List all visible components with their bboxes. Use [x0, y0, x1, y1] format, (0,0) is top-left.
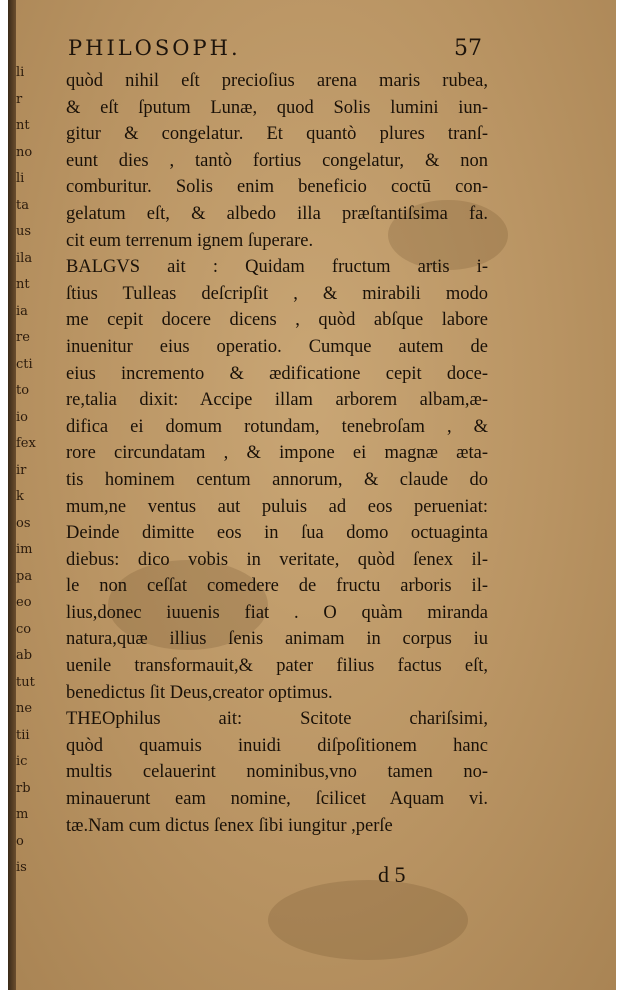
body-text — [66, 68, 488, 839]
text-line: quòd nihil eſt precioſius arena maris rubea, — [66, 71, 488, 91]
margin-fragment: tut — [16, 674, 35, 690]
margin-fragment: io — [16, 409, 28, 425]
margin-fragment: nt — [16, 118, 30, 133]
book-page — [8, 0, 616, 990]
text-line: mum,ne ventus aut puluis ad eos perueniat: — [66, 496, 488, 517]
margin-fragment: os — [16, 515, 31, 531]
margin-fragment: co — [16, 621, 32, 637]
text-line: gitur & congelatur. Et quantò plures tranſ- — [66, 124, 488, 145]
margin-fragment: ic — [16, 754, 28, 769]
text-line: diebus: dico vobis in veritate, quòd ſenex il- — [66, 549, 488, 570]
text-line: benedictus ſit Deus,creator optimus. — [66, 682, 333, 703]
text-line: re,talia dixit: Accipe illam arborem albam,æ- — [66, 390, 488, 411]
text-line: rore circundatam , & impone ei magnæ æta- — [66, 443, 488, 464]
signature-mark: d 5 — [378, 862, 406, 887]
text-line: eunt dies , tantò fortius congelatur, & non — [66, 150, 488, 171]
margin-fragment: rb — [16, 780, 31, 796]
running-head: PHILOSOPH. — [68, 36, 241, 60]
text-line: inuenitur eius operatio. Cumque autem de — [66, 336, 488, 357]
margin-fragment: fex — [16, 436, 36, 451]
margin-fragment: to — [16, 383, 30, 398]
margin-fragment: tii — [16, 727, 30, 743]
margin-fragment: ne — [16, 701, 33, 716]
text-line: tis hominem centum annorum, & claude do — [66, 469, 488, 490]
text-line: me cepit docere dicens , quòd abſque labore — [66, 310, 488, 331]
margin-fragment: m — [16, 807, 29, 822]
scan-edge — [8, 0, 16, 990]
text-line: uenile transformauit,& pater filius factus eſt, — [66, 656, 488, 677]
text-line: difica ei domum rotundam, tenebroſam , & — [66, 416, 488, 437]
margin-fragment: pa — [16, 568, 33, 584]
margin-fragment: us — [16, 224, 32, 239]
margin-fragment: ia — [16, 303, 28, 319]
stain — [268, 880, 468, 960]
margin-fragment: r — [16, 91, 23, 107]
margin-fragment: im — [16, 542, 33, 557]
text-line: tæ.Nam cum dictus ſenex ſibi iungitur ,perſe — [66, 815, 393, 836]
margin-fragment: o — [16, 833, 24, 849]
page-number: 57 — [454, 36, 482, 61]
text-line: comburitur. Solis enim beneficio coctū con- — [66, 177, 488, 198]
margin-fragment: no — [16, 144, 33, 160]
margin-fragments — [16, 60, 46, 900]
margin-fragment: li — [16, 171, 25, 186]
text-line: le non ceſſat comedere de fructu arboris il- — [66, 576, 488, 597]
text-line: eius incremento & ædificatione cepit doce- — [66, 363, 488, 384]
margin-fragment: is — [16, 860, 27, 875]
text-line: quòd quamuis inuidi diſpoſitionem hanc — [66, 735, 488, 756]
text-line: THEOphilus ait: Scitote chariſsimi, — [66, 709, 488, 730]
margin-fragment: re — [16, 330, 30, 345]
margin-fragment: ta — [16, 197, 29, 213]
text-line: cit eum terrenum ignem ſuperare. — [66, 230, 314, 251]
margin-fragment: k — [16, 489, 24, 504]
text-line: gelatum eſt, & albedo illa præſtantiſsima fa. — [66, 203, 488, 224]
text-line: natura,quæ illius ſenis animam in corpus iu — [66, 629, 488, 650]
text-line: multis celauerint nominibus,vno tamen no- — [66, 762, 488, 783]
margin-fragment: ab — [16, 648, 33, 663]
margin-fragment: ir — [16, 462, 27, 478]
text-line: lius,donec iuuenis fiat . O quàm miranda — [66, 602, 488, 623]
margin-fragment: nt — [16, 277, 30, 292]
margin-fragment: eo — [16, 595, 32, 610]
margin-fragment: li — [16, 65, 25, 80]
text-line: minauerunt eam nomine, ſcilicet Aquam vi. — [66, 789, 488, 810]
text-line: BALGVS ait : Quidam fructum artis i- — [66, 257, 488, 278]
margin-fragment: ila — [16, 250, 33, 266]
margin-fragment: cti — [16, 356, 33, 372]
text-line: ſtius Tulleas deſcripſit , & mirabili modo — [66, 283, 488, 304]
text-line: & eſt ſputum Lunæ, quod Solis lumini iun- — [66, 97, 488, 118]
text-line: Deinde dimitte eos in ſua domo octuaginta — [66, 523, 488, 544]
